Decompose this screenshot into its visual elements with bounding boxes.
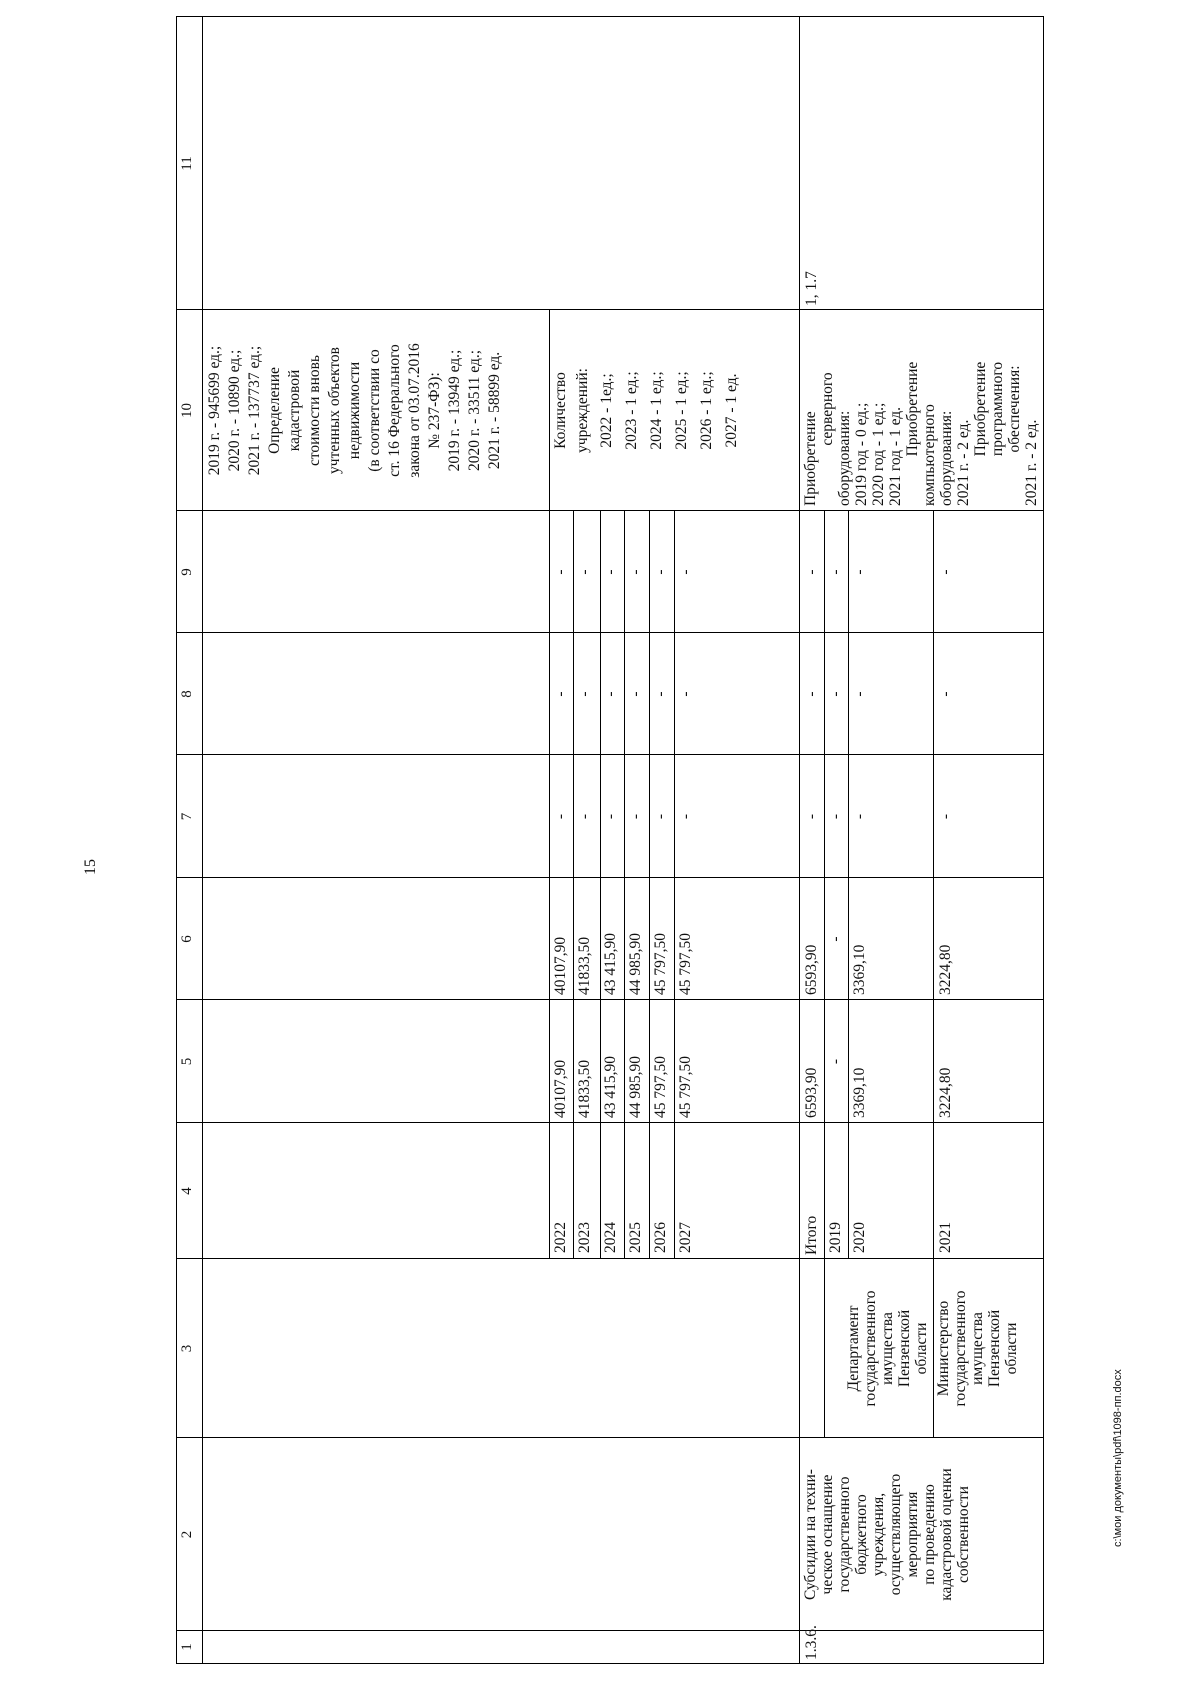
- continuation-col10: 2019 г. - 945699 ед.; 2020 г. - 10890 ед.; 2021 г. - 137737 ед.; Определение кадастровой стоимости вновь учтенных объектов недвижимости (в соответствии со ст. 16 Федерального закона от 03.07.2016 № 237-ФЗ): 2019 г. - 13949 ед.; 2020 г. - 33511 ед.; 2021 г. - 58899 ед.: [206, 343, 503, 478]
- executor-ministry: Министерство государственного имущества Пензенской области: [935, 1290, 1020, 1407]
- equipment-purchases: Приобретение серверного оборудования: 2019 год - 0 ед.; 2020 год - 1 ед.; 2021 год - 1 ед. Приобретение компьютерного оборудования: 2021 г. - 2 ед. Приобретение программного обеспечения: 2021 г. - 2 ед.: [802, 361, 1040, 506]
- col-header-7: 7: [179, 812, 195, 821]
- col-header-8: 8: [179, 690, 195, 698]
- col-header-10: 10: [179, 403, 195, 418]
- page-number: 15: [82, 859, 99, 875]
- institutions-count: Количество учреждений: 2022 - 1ед.; 2023 - 1 ед.; 2024 - 1 ед.; 2025 - 1 ед.; 2026 - 1 ед.; 2027 - 1 ед.: [552, 368, 740, 453]
- item-col11: 1, 1.7: [803, 271, 820, 306]
- col-header-11: 11: [179, 156, 195, 171]
- program-table: 1 2 3 4 5 6 7 8 9 10 11 2019 г. - 945699 ед.; 2020 г. - 10890 ед.; 2021 г. - 137737 ед.; Определение кадастровой стоимости вновь учтенных объектов недвижимости (в соответствии со ст. 16 Федерального закона от 03.07.2016 № 237-ФЗ): 2019 г. - 13949 ед.; 2020 г. - 33511 ед.; 2021 г. - 58899 ед. 2022 40107,90 40107,90 - - - 2023 41833,50 41833,50 - - - 2024 43 415,90 43 415,90 - - - 2025 44 985,90 44 985,90 - - - 2026 45 797,50 45 797,50 - - - 2027 45 797,50 45 797,50 - - - Количество учреждений: 2022 - 1ед.; 2023 - 1 ед.; 2024 - 1 ед.; 2025 - 1 ед.; 2026 - 1 ед.; 2027 - 1 ед. 1.3.6. Субсидии на техни- ческое оснащение государственного бюджетного учреждения, осуществляющего мероприятия по проведению кадастровой оценки собственности Департамент государственного имущества Пензенской области Министерство государственного имущества Пензенской области Итого 6593,90 6593,90 - - - 2019 - - - - - 2020 3369,10 3369,10 - - - 2021 3224,80 3224,80 - - - Приобретение серверного оборудования: 2019 год - 0 ед.; 2020 год - 1 ед.; 2021 год - 1 ед. Приобретение компьютерного оборудования: 2021 г. - 2 ед. Приобретение программного обеспечения: 2021 г. - 2 ед. 1, 1.7: [176, 16, 1044, 1664]
- col-header-2: 2: [179, 1530, 195, 1539]
- item-name: Субсидии на техни- ческое оснащение государственного бюджетного учреждения, осуществляющего мероприятия по проведению кадастровой оценки собственности: [802, 1468, 972, 1601]
- item-number: 1.3.6.: [803, 1625, 820, 1660]
- executor-department: Департамент государственного имущества Пензенской области: [845, 1290, 930, 1407]
- col-header-6: 6: [179, 935, 195, 943]
- footer-path: c:\мои документы\pdf\1098-пп.docx: [1112, 1369, 1124, 1547]
- col-header-3: 3: [179, 1344, 195, 1353]
- col-header-5: 5: [179, 1057, 195, 1066]
- col-header-9: 9: [179, 568, 195, 576]
- col-header-1: 1: [179, 1643, 195, 1651]
- col-header-4: 4: [179, 1187, 195, 1195]
